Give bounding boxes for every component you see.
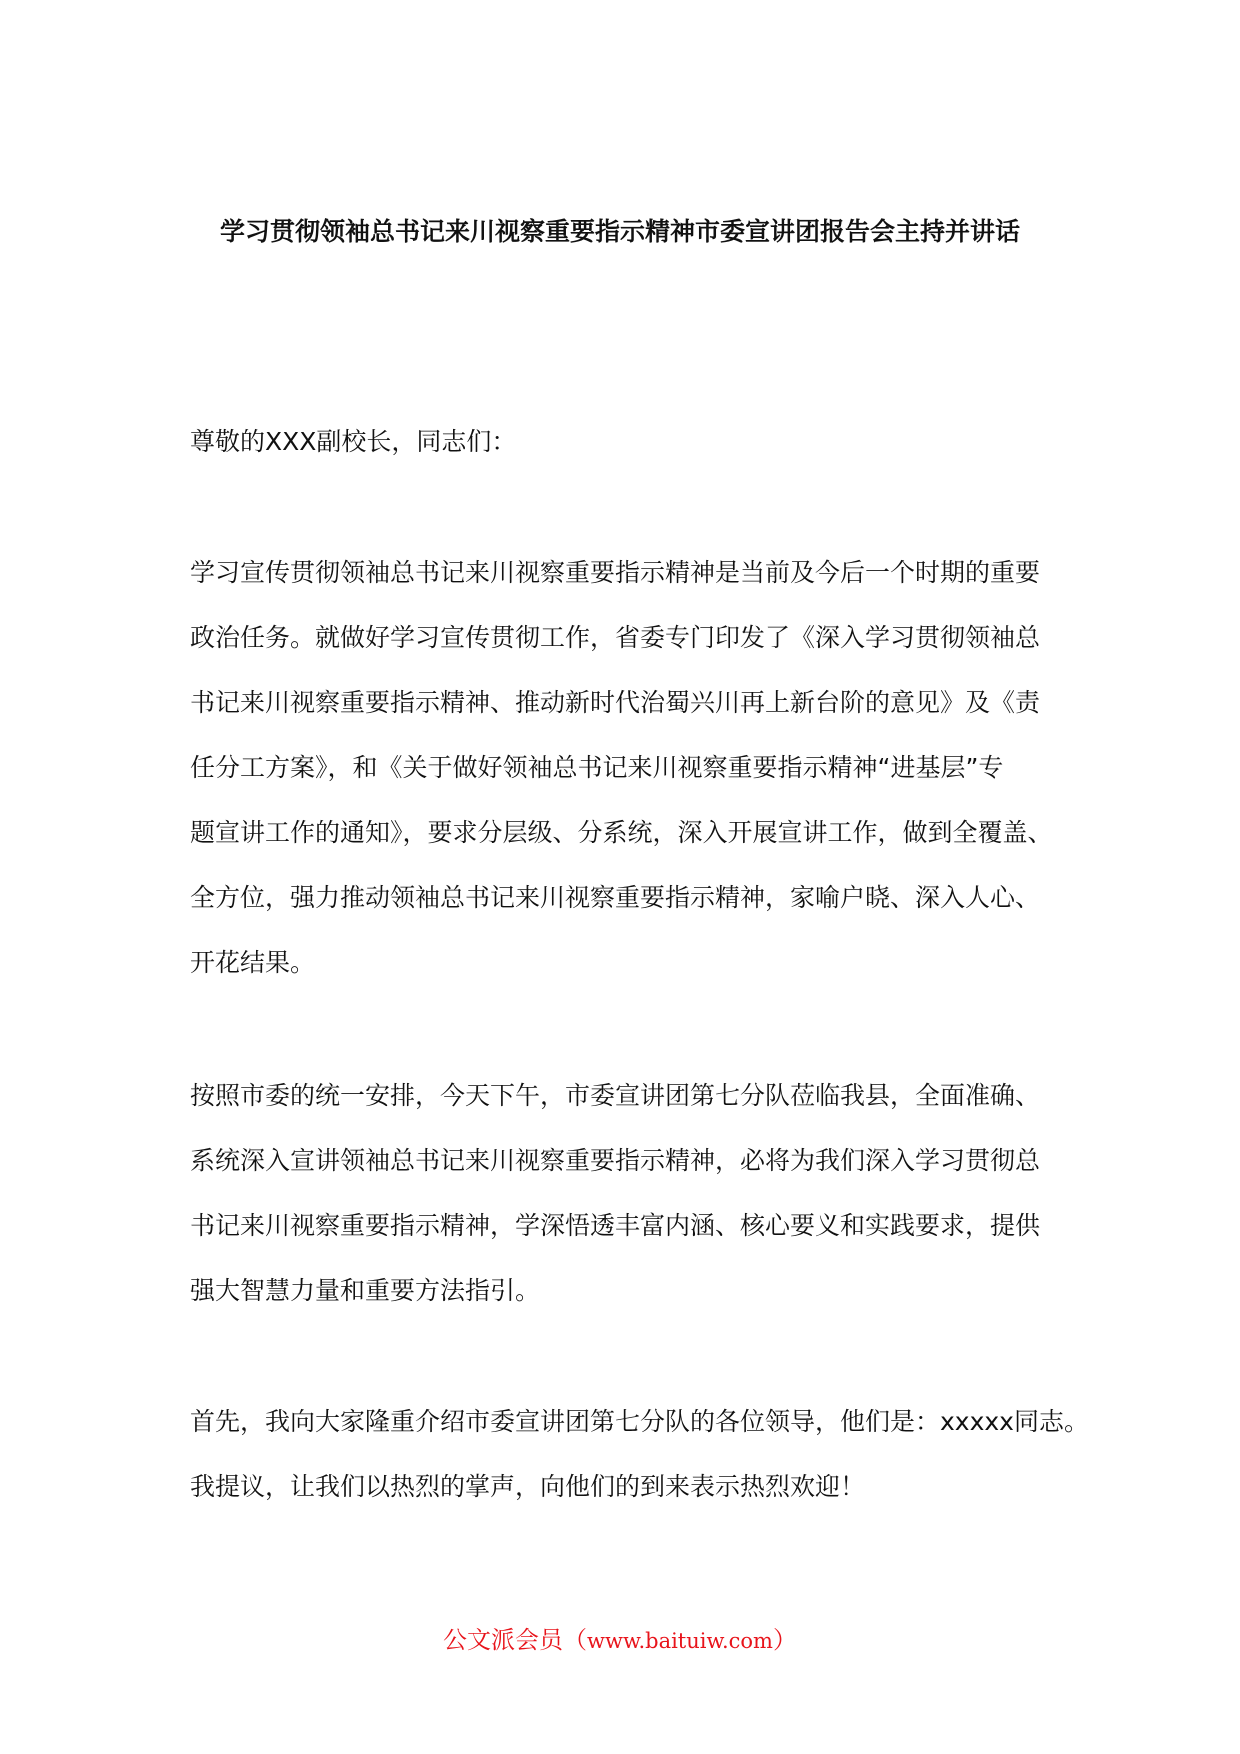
- greeting-line: 尊敬的XXX副校长，同志们：: [190, 427, 517, 456]
- paragraph-3: 首先，我向大家隆重介绍市委宣讲团第七分队的各位领导，他们是：xxxxx同志。 我提议，让我们以热烈的掌声，向他们的到来表示热烈欢迎！: [190, 1407, 1089, 1501]
- footer-close: ）: [772, 1626, 797, 1654]
- footer-url[interactable]: www.baituiw.com: [587, 1629, 773, 1653]
- paragraph-1: 学习宣传贯彻领袖总书记来川视察重要指示精神是当前及今后一个时期的重要 政治任务。就做好学习宣传贯彻工作，省委专门印发了《深入学习贯彻领袖总 书记来川视察重要指示精神、推动新时代治蜀兴川再上新台阶的意见》及《责 任分工方案》，和《关于做好领袖总书记来川视察重要指示精神“进基层”专 题宣讲工作的通知》，要求分层级、分系统，深入开展宣讲工作，做到全覆盖、 全方位，强力推动领袖总书记来川视察重要指示精神，家喻户晓、深入人心、 开花结果。: [190, 558, 1053, 977]
- footer-brand: 公文派会员（: [443, 1626, 588, 1654]
- footer-watermark: [150, 1622, 1090, 1659]
- paragraph-2: 按照市委的统一安排，今天下午，市委宣讲团第七分队莅临我县，全面准确、 系统深入宣讲领袖总书记来川视察重要指示精神，必将为我们深入学习贯彻总 书记来川视察重要指示精神，学深悟透丰富内涵、核心要义和实践要求，提供 强大智慧力量和重要方法指引。: [190, 1081, 1041, 1305]
- document-title: 学习贯彻领袖总书记来川视察重要指示精神市委宣讲团报告会主持并讲话: [219, 217, 1020, 246]
